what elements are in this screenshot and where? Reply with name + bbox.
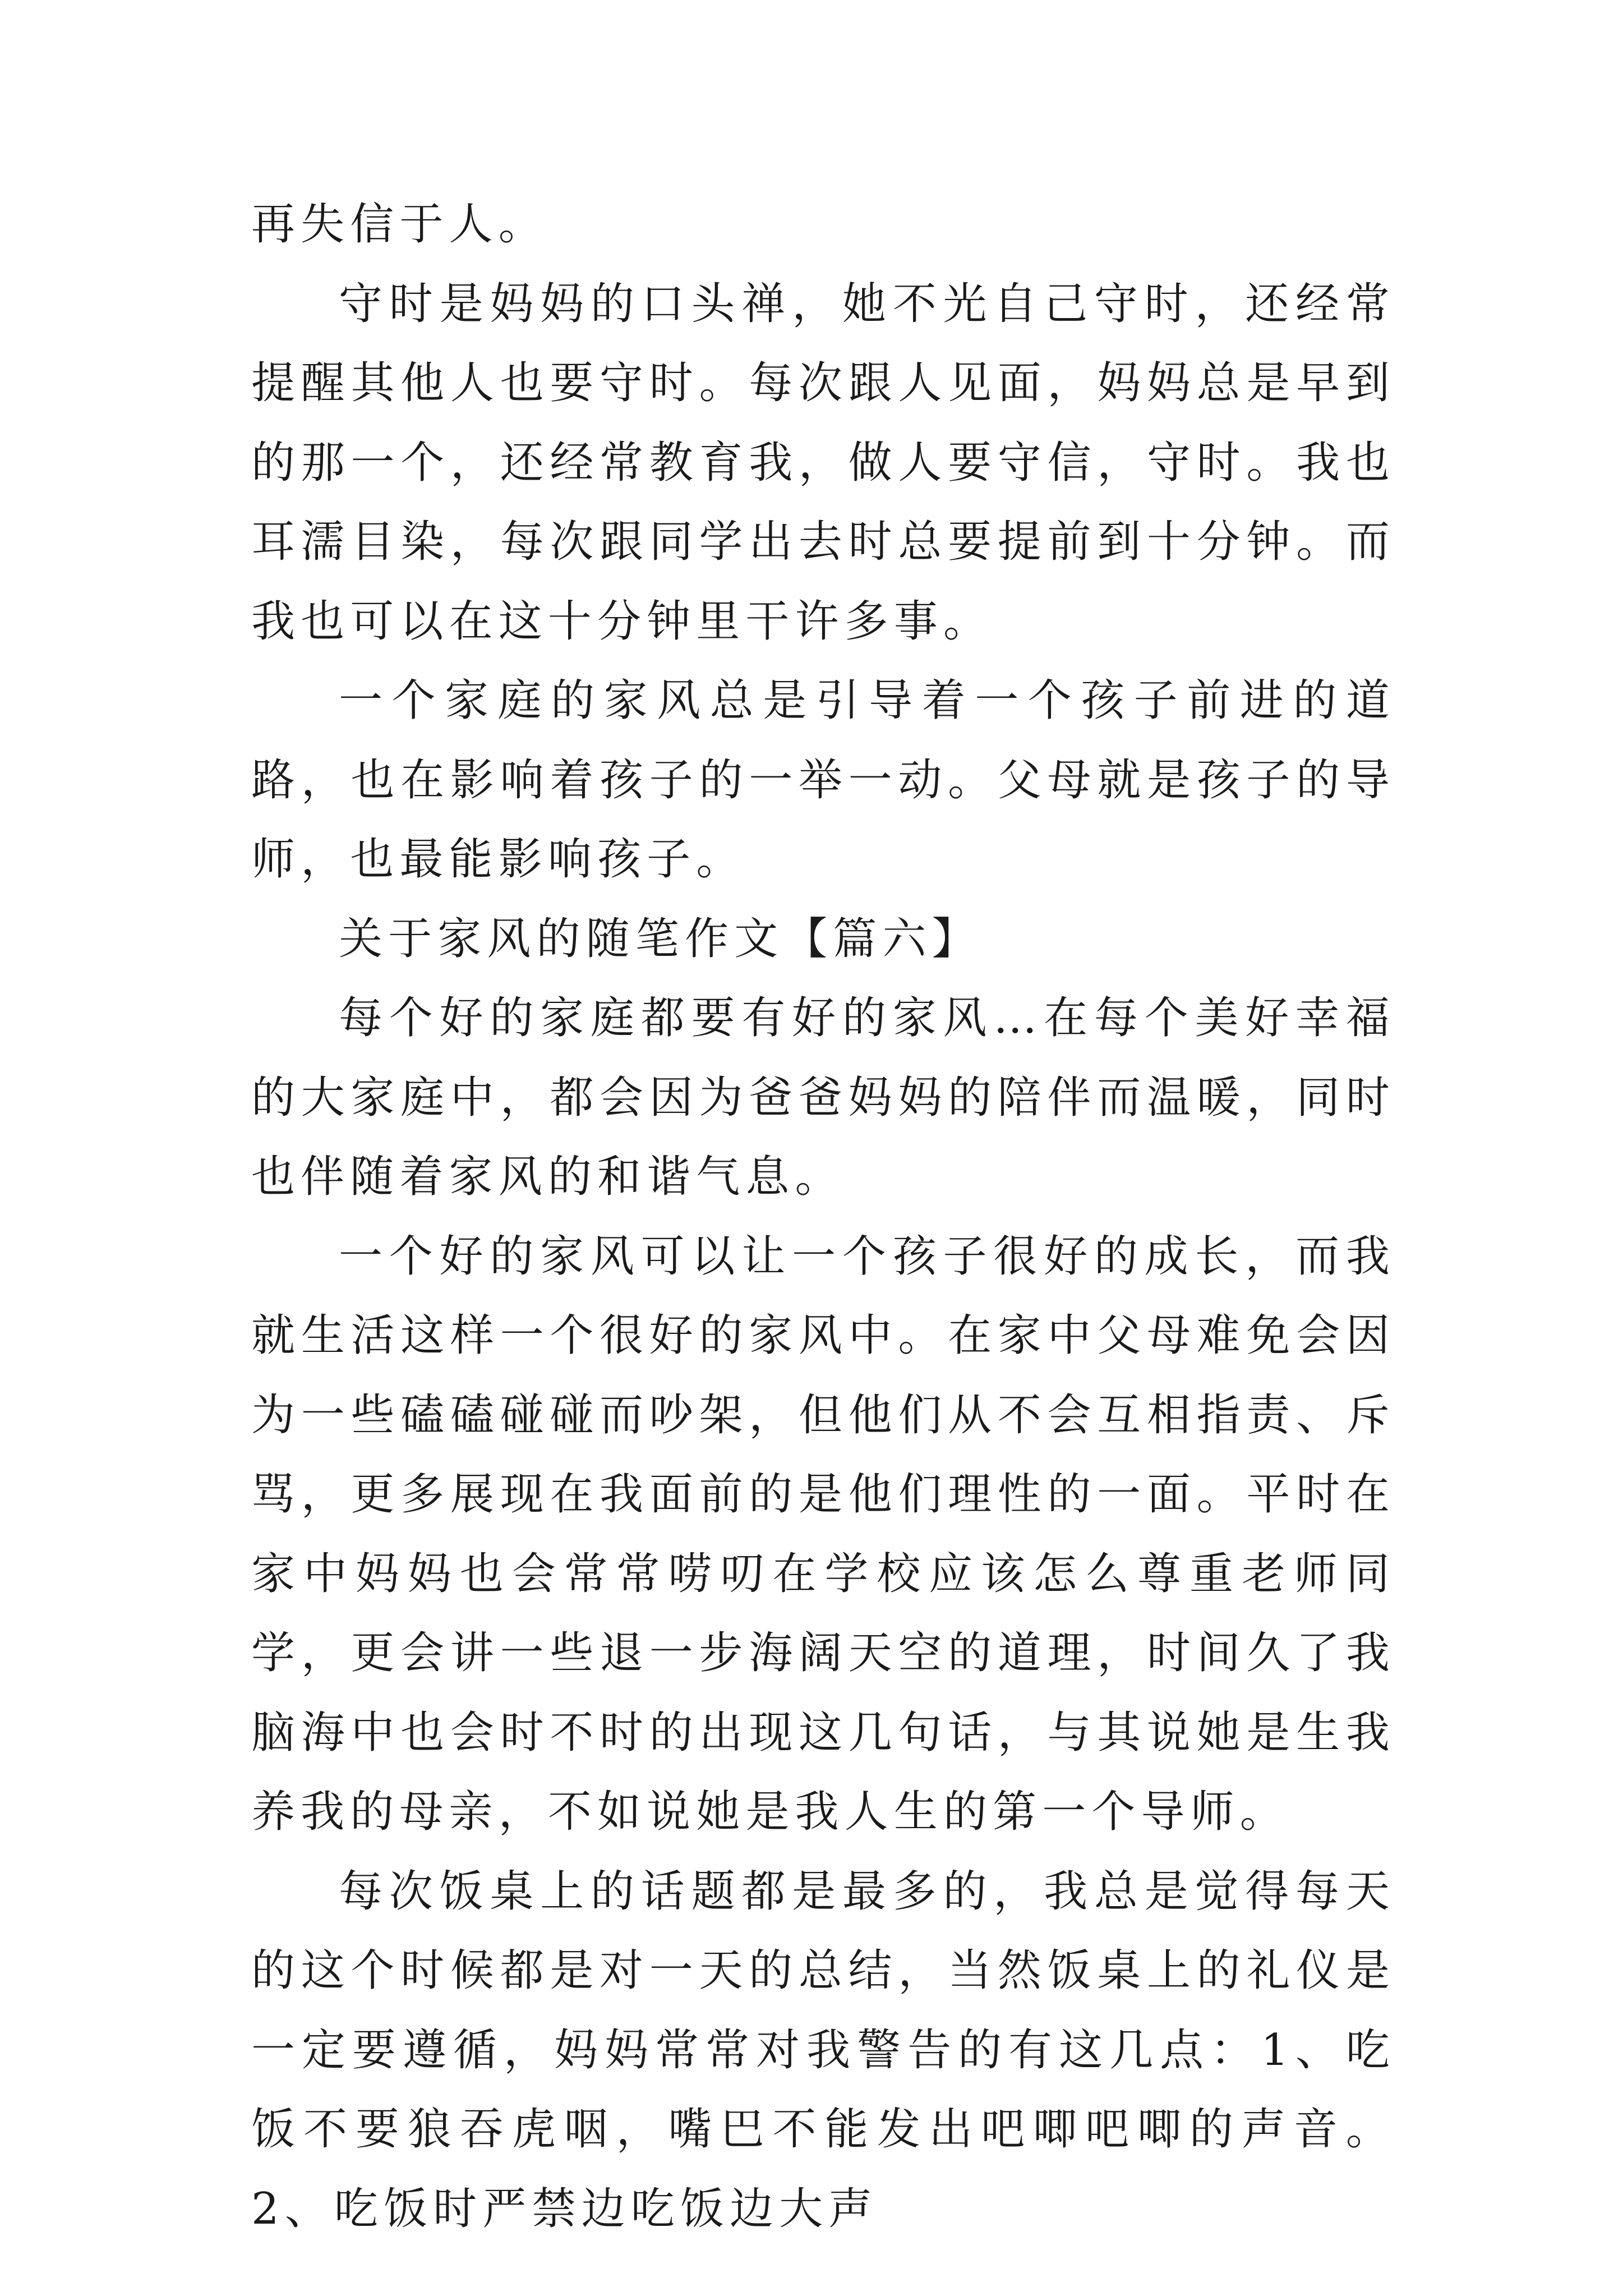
paragraph-family-influence: 一个家庭的家风总是引导着一个孩子前进的道路，也在影响着孩子的一举一动。父母就是孩子的导师，也最能影响孩子。 bbox=[251, 675, 1395, 885]
paragraph-dinner-table: 每次饭桌上的话题都是最多的，我总是觉得每天的这个时候都是对一天的总结，当然饭桌上的礼仪是一定要遵循，妈妈常常对我警告的有这几点：1、吃饭不要狼吞虎咽，嘴巴不能发出吧唧吧唧的声音。2、吃饭时严禁边吃饭边大声 bbox=[251, 1866, 1395, 2234]
paragraph-good-family: 每个好的家庭都要有好的家风…在每个美好幸福的大家庭中，都会因为爸爸妈妈的陪伴而温暖，同时也伴随着家风的和谐气息。 bbox=[251, 993, 1395, 1202]
paragraph-continuation: 再失信于人。 bbox=[251, 199, 548, 250]
essay-body bbox=[251, 185, 1395, 2249]
section-heading: 关于家风的随笔作文【篇六】 bbox=[339, 913, 981, 964]
paragraph-growth: 一个好的家风可以让一个孩子很好的成长，而我就生活这样一个很好的家风中。在家中父母难免会因为一些磕磕碰碰而吵架，但他们从不会互相指责、斥骂，更多展现在我面前的是他们理性的一面。平时在家中妈妈也会常常唠叨在学校应该怎么尊重老师同学，更会讲一些退一步海阔天空的道理，时间久了我脑海中也会时不时的出现这几句话，与其说她是生我养我的母亲，不如说她是我人生的第一个导师。 bbox=[251, 1231, 1395, 1837]
paragraph-punctuality: 守时是妈妈的口头禅，她不光自己守时，还经常提醒其他人也要守时。每次跟人见面，妈妈总是早到的那一个，还经常教育我，做人要守信，守时。我也耳濡目染，每次跟同学出去时总要提前到十分钟。而我也可以在这十分钟里干许多事。 bbox=[251, 278, 1395, 647]
